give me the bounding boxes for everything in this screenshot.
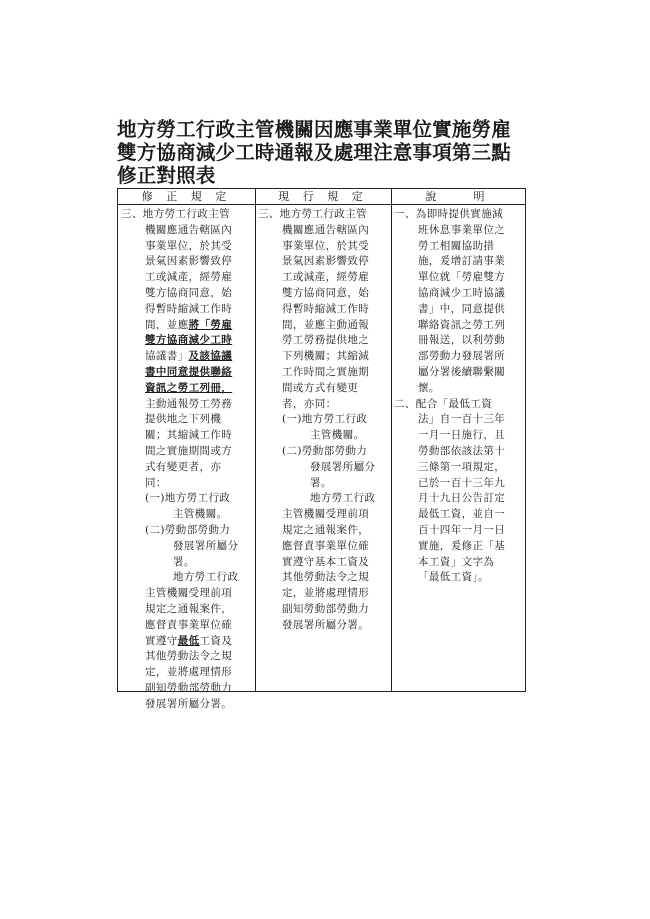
text-line: 副知勞動部勞動力 [145, 681, 233, 694]
text-line: 地方勞工行政 [310, 492, 376, 505]
inserted-text: 資訊之勞工列冊， [145, 381, 233, 394]
text-line: 書」中，同意提供 [418, 302, 506, 315]
title-line: 雙方協商減少工時通報及處理注意事項第三點 [117, 141, 512, 164]
text-line: 勞工勞務提供地之 [282, 334, 370, 347]
text-line: 雙方協商同意，始 [282, 286, 370, 299]
header-note: 說 明 [425, 190, 490, 203]
text-line: 其他勞動法令之規 [282, 571, 370, 584]
text-line: 部勞動力發展署所 [418, 350, 506, 363]
current-column [258, 207, 389, 634]
text-line: 三、地方勞工行政主管 [258, 208, 367, 220]
text-line [121, 349, 253, 365]
text-line: 發展署所屬分 [173, 539, 239, 552]
text-line: 月十九日公告訂定 [418, 492, 506, 505]
text-line: 一月一日施行，且 [418, 429, 506, 442]
text-line: 本工資」文字為 [418, 555, 495, 568]
text-line: 工或減產，經勞雇 [145, 271, 233, 284]
text-line: 事業單位，於其受 [145, 239, 233, 252]
text-line: 下列機關；其縮減 [282, 350, 370, 363]
text-line: 施，爰增訂請事業 [418, 255, 506, 268]
text-line: 聯絡資訊之勞工列 [418, 318, 506, 331]
text-line: 單位就「勞雇雙方 [418, 271, 506, 284]
text-line: 機關應通告轄區內 [145, 223, 233, 236]
column-divider [255, 189, 256, 691]
text-line: 發展署所屬分 [310, 460, 376, 473]
comparison-table [117, 188, 526, 710]
note-column [394, 207, 522, 586]
column-divider [391, 189, 392, 691]
text-line: 事業單位，於其受 [282, 239, 370, 252]
text-line: 已於一百十三年九 [418, 476, 506, 489]
text-line: 規定之通報案件， [282, 523, 370, 536]
text-line: 間，並應主動通報 [282, 318, 370, 331]
text-line: 景氣因素影響致停 [282, 255, 370, 268]
text-line: 發展署所屬分署。 [145, 697, 233, 710]
text-line: (一)地方勞工行政 [282, 413, 368, 426]
header-revised: 修 正 規 定 [141, 190, 232, 203]
text-line: 主管機關受理前項 [282, 508, 370, 521]
text-line: 署。 [310, 476, 332, 489]
text-line: 協商減少工時協議 [418, 286, 506, 299]
inserted-text: 書中同意提供聯絡 [145, 365, 233, 378]
text-line: 法」自一百十三年 [418, 413, 506, 426]
text-line: 景氣因素影響致停 [145, 255, 233, 268]
text-line: 定，並將處理情形 [282, 587, 370, 600]
header-current: 現 行 規 定 [278, 190, 368, 203]
text-line: 間之實施期間或方 [145, 444, 233, 457]
text-line: (二)勞動部勞動力 [282, 444, 368, 457]
text-line: 三、地方勞工行政主管 [121, 208, 230, 220]
inserted-text: 雙方協商減少工時 [145, 334, 233, 347]
text-line: 實遵守基本工資及 [282, 555, 370, 568]
text-line: 式有變更者，亦 [145, 460, 222, 473]
inserted-text: 及該協議 [188, 350, 233, 363]
text-line: 同： [145, 476, 167, 489]
text-line: 得暫時縮減工作時 [145, 302, 233, 315]
text-line: 主管機關。 [173, 508, 228, 521]
text-line: 者，亦同： [282, 397, 337, 410]
text-line: 提供地之下列機 [145, 413, 222, 426]
text-line: 勞動部依該法第十 [418, 444, 506, 457]
text-line [121, 318, 253, 334]
text-line: 機關應通告轄區內 [282, 223, 370, 236]
text-line: 發展署所屬分署。 [282, 618, 370, 631]
text-segment: 工資及 [199, 634, 233, 647]
title-line: 地方勞工行政主管機關因應事業單位實施勞雇 [117, 118, 512, 141]
text-line: 百十四年一月一日 [418, 523, 506, 536]
text-line: 工或減產，經勞雇 [282, 271, 370, 284]
text-line: 雙方協商同意，始 [145, 286, 233, 299]
text-line: 其他勞動法令之規 [145, 650, 233, 663]
text-line: 主管機關。 [310, 429, 365, 442]
text-line: 應督責事業單位確 [145, 618, 233, 631]
text-line: 應督責事業單位確 [282, 539, 370, 552]
text-line: 副知勞動部勞動力 [282, 602, 370, 615]
text-line: 屬分署後續聯繫關 [418, 365, 506, 378]
text-segment: 間，並應 [145, 318, 189, 331]
text-segment: 實遵守 [145, 634, 178, 647]
text-line: 地方勞工行政 [173, 571, 239, 584]
text-line [121, 634, 253, 650]
text-line: 主管機關受理前項 [145, 587, 233, 600]
text-line: 主動通報勞工勞務 [145, 397, 233, 410]
text-line: 最低工資，並自一 [418, 508, 506, 521]
text-line: 「最低工資」。 [418, 571, 490, 584]
inserted-text: 最低 [177, 634, 200, 647]
title-line: 修正對照表 [117, 164, 216, 187]
text-line: 班休息事業單位之 [418, 223, 506, 236]
text-line: 關；其縮減工作時 [145, 429, 233, 442]
text-line: 二、配合「最低工資 [394, 397, 493, 410]
text-line: 得暫時縮減工作時 [282, 302, 370, 315]
text-line: 工作時間之實施期 [282, 365, 370, 378]
document-title [117, 118, 537, 187]
inserted-text: 將「勞雇 [188, 318, 233, 331]
text-line: 三條第一項規定， [418, 460, 506, 473]
text-line: 規定之通報案件， [145, 602, 233, 615]
text-line: 冊報送，以利勞動 [418, 334, 506, 347]
text-line: 勞工相關協助措 [418, 239, 495, 252]
text-line: 間或方式有變更 [282, 381, 359, 394]
revised-column [121, 207, 253, 713]
text-line: (二)勞動部勞動力 [145, 523, 231, 536]
text-line: 實施，爰修正「基 [418, 539, 506, 552]
text-line: 署。 [173, 555, 195, 568]
table-header-row [118, 189, 525, 205]
text-line: 懷。 [418, 381, 440, 394]
text-line: 一、為即時提供實施減 [394, 208, 503, 220]
text-line: (一)地方勞工行政 [145, 492, 231, 505]
text-segment: 協議書」 [145, 350, 189, 363]
text-line: 定，並將處理情形 [145, 666, 233, 679]
